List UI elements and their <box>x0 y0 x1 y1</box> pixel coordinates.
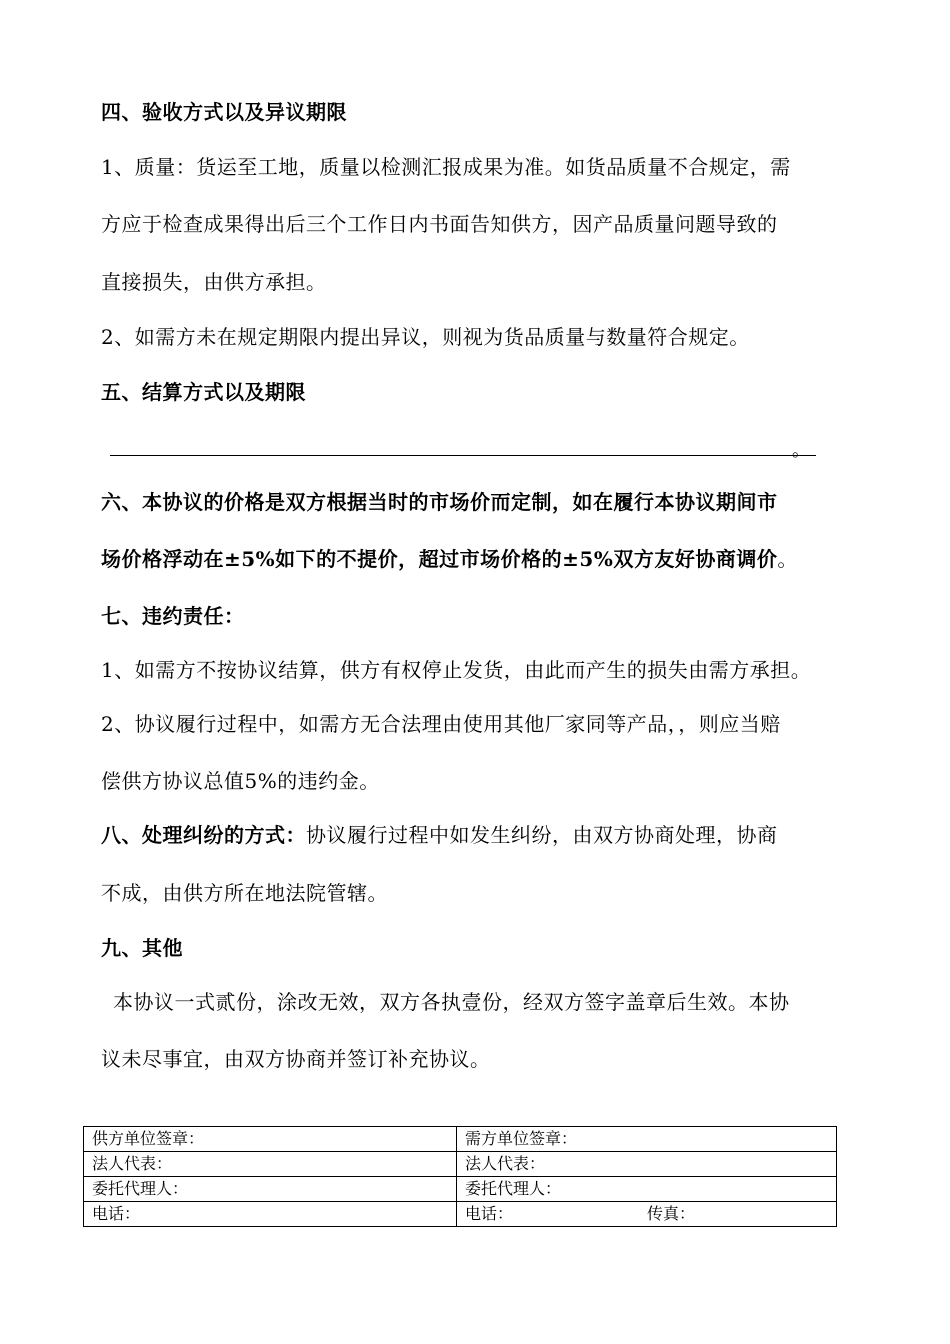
section-5-title: 五、结算方式以及期限 <box>101 380 306 404</box>
section-7-para2-line1: 2、协议履行过程中，如需方无合法理由使用其他厂家同等产品，，则应当赔 <box>101 712 781 736</box>
signature-row-agent <box>84 1177 837 1202</box>
section-8-title: 八、处理纠纷的方式： <box>101 823 306 847</box>
supplier-phone-cell: 电话： <box>84 1202 457 1227</box>
buyer-seal-cell: 需方单位签章： <box>457 1127 837 1152</box>
section-9-line1: 本协议一式贰份，涂改无效，双方各执壹份，经双方签字盖章后生效。本协 <box>113 990 790 1014</box>
section-4-para1-line3: 直接损失，由供方承担。 <box>101 270 327 294</box>
buyer-legal-cell: 法人代表： <box>457 1152 837 1177</box>
section-4-para1-line1: 1、质量：货运至工地，质量以检测汇报成果为准。如货品质量不合规定，需 <box>101 155 791 179</box>
settlement-blank-period: 。 <box>792 440 810 461</box>
section-8-text: 协议履行过程中如发生纠纷，由双方协商处理，协商 <box>306 823 778 847</box>
signature-row-phone <box>84 1202 837 1227</box>
section-6-line2-period: 。 <box>777 547 798 571</box>
buyer-phone-fax-cell <box>457 1202 837 1227</box>
section-4-title: 四、验收方式以及异议期限 <box>101 100 347 124</box>
section-6-line1: 六、本协议的价格是双方根据当时的市场价而定制，如在履行本协议期间市 <box>101 490 778 514</box>
section-8-line1 <box>101 821 860 849</box>
section-7-para2-line2: 偿供方协议总值5%的违约金。 <box>101 769 380 793</box>
section-4-para2: 2、如需方未在规定期限内提出异议，则视为货品质量与数量符合规定。 <box>101 325 750 349</box>
section-6-line2: 场价格浮动在±5%如下的不提价，超过市场价格的±5%双方友好协商调价 <box>101 547 778 571</box>
section-9-line2: 议未尽事宜，由双方协商并签订补充协议。 <box>101 1047 491 1071</box>
buyer-phone-label: 电话： <box>465 1204 514 1223</box>
section-6-line2-wrap <box>101 545 860 573</box>
signature-row-legal <box>84 1152 837 1177</box>
section-7-para1: 1、如需方不按协议结算，供方有权停止发货，由此而产生的损失由需方承担。 <box>101 658 812 682</box>
section-9-title: 九、其他 <box>101 936 183 960</box>
settlement-blank-line <box>110 455 816 456</box>
supplier-agent-cell: 委托代理人： <box>84 1177 457 1202</box>
signature-row-seal <box>84 1127 837 1152</box>
section-8-line2: 不成，由供方所在地法院管辖。 <box>101 881 388 905</box>
signature-table <box>83 1126 837 1227</box>
supplier-legal-cell: 法人代表： <box>84 1152 457 1177</box>
buyer-agent-cell: 委托代理人： <box>457 1177 837 1202</box>
section-4-para1-line2: 方应于检查成果得出后三个工作日内书面告知供方，因产品质量问题导致的 <box>101 212 778 236</box>
supplier-seal-cell: 供方单位签章： <box>84 1127 457 1152</box>
buyer-fax-label: 传真： <box>647 1204 696 1223</box>
section-7-title: 七、违约责任： <box>101 604 245 628</box>
